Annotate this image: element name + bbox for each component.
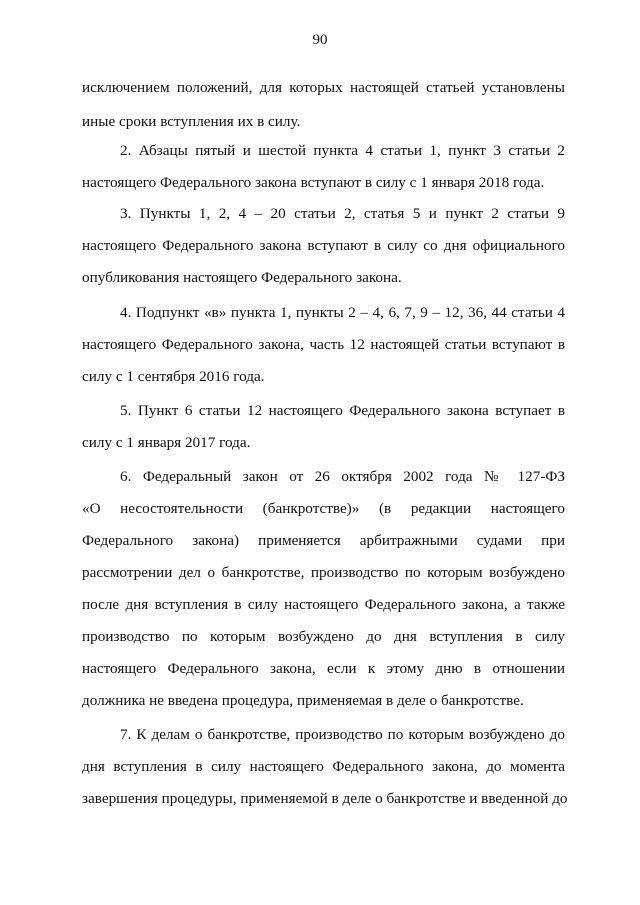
text-line: 6. Федеральный закон от 26 октября 2002 года № 127-ФЗ [120, 468, 565, 485]
text-line: силу с 1 сентября 2016 года. [82, 368, 265, 385]
text-line: 2. Абзацы пятый и шестой пункта 4 статьи 1, пункт 3 статьи 2 [120, 142, 565, 159]
text-line: 3. Пункты 1, 2, 4 – 20 статьи 2, статья 5 и пункт 2 статьи 9 [120, 205, 565, 222]
text-line: «О несостоятельности (банкротстве)» (в редакции настоящего [82, 500, 565, 517]
text-line: настоящего Федерального закона вступают в силу с 1 января 2018 года. [82, 174, 545, 191]
text-line: настоящего Федерального закона вступают в силу со дня официального [82, 237, 565, 254]
text-line: Федерального закона) применяется арбитражными судами при [82, 532, 565, 549]
text-line: настоящего Федерального закона, часть 12 настоящей статьи вступают в [82, 336, 565, 353]
text-line: 5. Пункт 6 статьи 12 настоящего Федерального закона вступает в [120, 402, 565, 419]
text-line: должника не введена процедура, применяемая в деле о банкротстве. [82, 692, 524, 709]
text-line: 4. Подпункт «в» пункта 1, пункты 2 – 4, 6, 7, 9 – 12, 36, 44 статьи 4 [120, 304, 565, 321]
page-number: 90 [312, 32, 328, 48]
text-line: после дня вступления в силу настоящего Федерального закона, а также [82, 596, 565, 613]
text-line: производство по которым возбуждено до дня вступления в силу [82, 628, 565, 645]
text-line: рассмотрении дел о банкротстве, производство по которым возбуждено [82, 564, 565, 581]
text-line: силу с 1 января 2017 года. [82, 434, 251, 451]
text-line: опубликования настоящего Федерального закона. [82, 269, 402, 286]
text-line: настоящего Федерального закона, если к этому дню в отношении [82, 660, 565, 677]
text-line: 7. К делам о банкротстве, производство по которым возбуждено до [120, 726, 565, 743]
text-line: иные сроки вступления их в силу. [82, 113, 301, 130]
text-line: завершения процедуры, применяемой в деле о банкротстве и введенной до [82, 790, 568, 807]
text-line: дня вступления в силу настоящего Федерального закона, до момента [82, 758, 565, 775]
text-line: исключением положений, для которых настоящей статьей установлены [82, 79, 565, 96]
